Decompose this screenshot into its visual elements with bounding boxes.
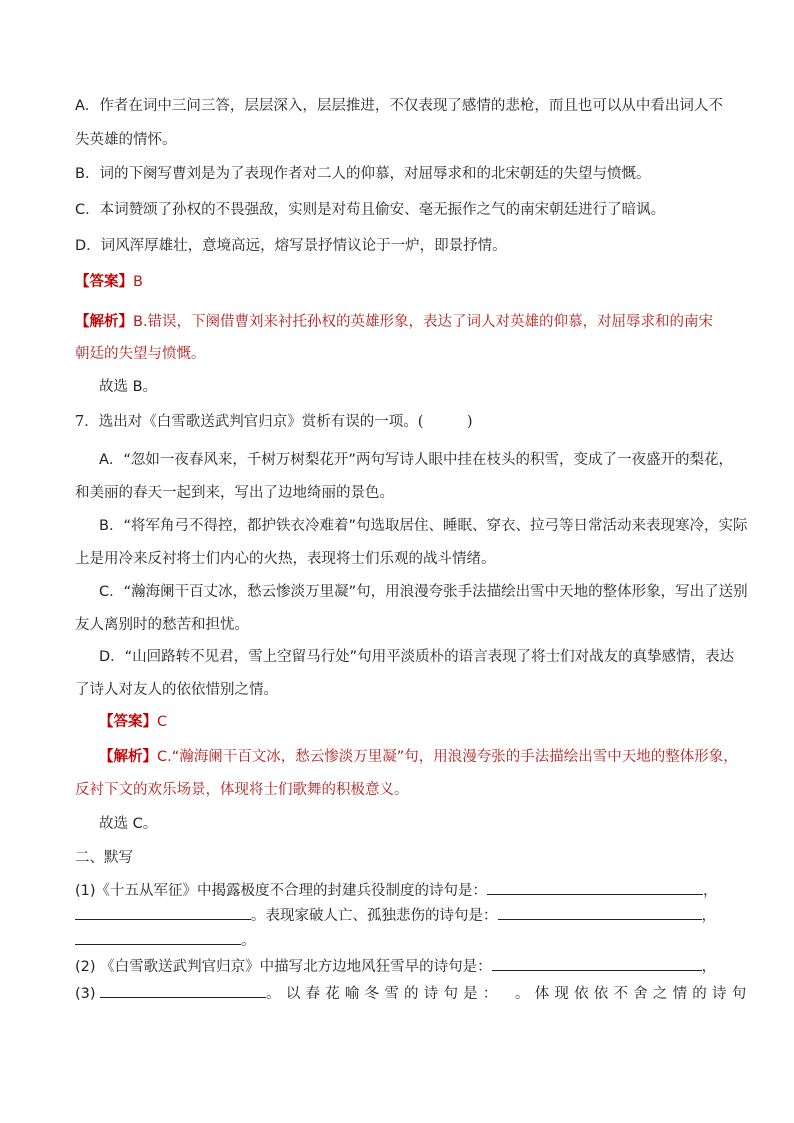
q7-option-b-line2: 上是用冷来反衬将士们内心的火热，表现将士们乐观的战斗情绪。: [75, 551, 496, 567]
analysis-text: C.“瀚海阑干百文冰，愁云惨淡万里凝”句，用浪漫夸张的手法描绘出雪中天地的整体形象，: [157, 749, 738, 765]
answer-blank[interactable]: [487, 880, 703, 895]
answer-blank[interactable]: [498, 905, 702, 920]
answer-label: 【答案】: [99, 714, 157, 730]
item-number: (3): [75, 986, 96, 1002]
q7-analysis-line2: 反衬下文的欢乐场景，体现将士们歌舞的积极意义。: [75, 782, 409, 798]
q7-answer: [99, 712, 167, 732]
q6-option-b: B．词的下阕写曹刘是为了表现作者对二人的仰慕，对屈辱求和的北宋朝廷的失望与愤慨。: [75, 166, 651, 182]
answer-value: B: [133, 274, 143, 290]
q6-option-a-line1: A．作者在词中三问三答，层层深入，层层推进，不仅表现了感情的悲枪，而且也可以从中看出词人不: [75, 98, 723, 114]
punctuation: ，: [701, 959, 717, 975]
q6-option-c: C．本词赞颂了孙权的不畏强敌，实则是对苟且偷安、毫无振作之气的南宋朝廷进行了暗讽。: [75, 202, 666, 218]
dictation-item-3: [75, 983, 751, 1004]
q6-answer: [75, 272, 143, 292]
punctuation: ，: [701, 908, 716, 924]
q7-stem: 7．选出对《白雪歌送武判官归京》赏析有误的一项。( ): [75, 414, 473, 430]
analysis-label: 【解析】: [99, 749, 157, 765]
q7-option-c-line2: 友人离别时的愁苦和担忧。: [75, 617, 249, 633]
q7-option-d-line2: 了诗人对友人的依依惜别之情。: [75, 682, 278, 698]
answer-blank[interactable]: [75, 905, 251, 920]
punctuation: 。: [241, 933, 256, 949]
punctuation: ，: [703, 883, 718, 899]
q7-option-b-line1: B．“将军角弓不得控，都护铁衣冷难着”句选取居住、睡眠、穿衣、拉弓等日常活动来表现寒冷，实际: [99, 518, 748, 534]
dictation-prompt: 。表现家破人亡、孤独悲伤的诗句是：: [251, 908, 498, 924]
dictation-prompt: 。以春花喻冬雪的诗句是： 。体现依依不舍之情的诗句: [266, 986, 752, 1002]
dictation-prompt: (2) 《白雪歌送武判官归京》中描写北方边地风狂雪早的诗句是：: [75, 959, 492, 975]
q6-option-a-line2: 失英雄的情怀。: [75, 132, 177, 148]
q7-option-d-line1: D．“山回路转不见君，雪上空留马行处”句用平淡质朴的语言表现了将士们对战友的真挚感情，表达: [99, 649, 735, 665]
section-heading: 二、默写: [75, 850, 133, 866]
answer-blank[interactable]: [75, 930, 241, 945]
answer-blank[interactable]: [492, 956, 702, 971]
dictation-prompt: (1)《十五从军征》中揭露极度不合理的封建兵役制度的诗句是：: [75, 883, 488, 899]
answer-label: 【答案】: [75, 274, 133, 290]
q6-analysis-line1: [75, 312, 713, 332]
q7-option-a-line1: A．“忽如一夜春风来，千树万树梨花开”两句写诗人眼中挂在枝头的积雪，变成了一夜盛开的梨花，: [99, 452, 733, 468]
dictation-item-1-line2: [75, 905, 716, 926]
dictation-item-1-line3: [75, 930, 256, 951]
q7-option-a-line2: 和美丽的春天一起到来，写出了边地绮丽的景色。: [75, 485, 394, 501]
q7-conclusion: 故选 C。: [99, 816, 158, 832]
q6-conclusion: 故选 B。: [99, 379, 158, 395]
answer-value: C: [157, 714, 168, 730]
q7-analysis-line1: [99, 747, 738, 767]
analysis-text: B.错误，下阕借曹刘来衬托孙权的英雄形象，表达了词人对英雄的仰慕，对屈辱求和的南宋: [133, 314, 714, 330]
q6-analysis-line2: 朝廷的失望与愤慨。: [75, 346, 206, 362]
dictation-item-1-line1: [75, 880, 718, 901]
q6-option-d: D．词风浑厚雄壮，意境高远，熔写景抒情议论于一炉，即景抒情。: [75, 238, 507, 254]
analysis-label: 【解析】: [75, 314, 133, 330]
q7-option-c-line1: C．“瀚海阑干百丈冰，愁云惨淡万里凝”句，用浪漫夸张手法描绘出雪中天地的整体形象，写出了送别: [99, 584, 748, 600]
answer-blank[interactable]: [100, 983, 266, 998]
dictation-item-2: [75, 956, 716, 977]
